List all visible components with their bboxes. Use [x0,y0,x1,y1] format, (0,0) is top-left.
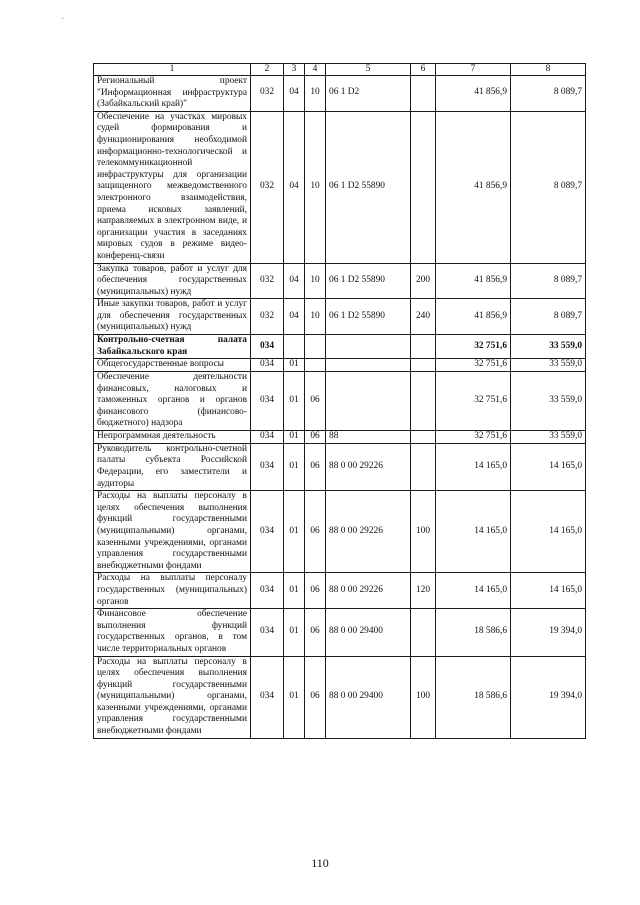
row-section: 01 [284,443,305,490]
row-expense-type [411,372,436,431]
table-row [94,443,586,490]
row-subsection: 06 [305,656,326,738]
row-target-article: 88 0 00 29400 [326,656,411,738]
row-code: 032 [251,299,284,335]
table-body [94,76,586,739]
row-expense-type [411,609,436,656]
row-code: 034 [251,431,284,444]
row-code: 034 [251,609,284,656]
row-subsection: 06 [305,431,326,444]
row-subsection: 10 [305,263,326,299]
row-amount-year1: 32 751,6 [436,431,511,444]
row-code: 034 [251,359,284,372]
table-row [94,573,586,609]
row-amount-year2: 14 165,0 [511,491,586,573]
row-subsection: 06 [305,443,326,490]
row-amount-year1: 14 165,0 [436,491,511,573]
row-target-article: 88 0 00 29226 [326,573,411,609]
table-row [94,76,586,112]
row-target-article [326,335,411,359]
row-name: Финансовое обеспечение выполнения функций государственных органов, в том числе территориальных органов [94,609,251,656]
row-section: 01 [284,609,305,656]
row-section: 04 [284,76,305,112]
row-expense-type: 240 [411,299,436,335]
row-section: 01 [284,491,305,573]
row-section: 01 [284,359,305,372]
row-expense-type [411,431,436,444]
row-target-article: 06 1 D2 55890 [326,111,411,263]
row-target-article: 88 0 00 29400 [326,609,411,656]
row-amount-year2: 8 089,7 [511,76,586,112]
row-amount-year1: 14 165,0 [436,443,511,490]
row-name: Иные закупки товаров, работ и услуг для обеспечения государственных (муниципальных) нужд [94,299,251,335]
row-code: 032 [251,263,284,299]
row-subsection: 06 [305,573,326,609]
row-amount-year2: 19 394,0 [511,609,586,656]
row-amount-year1: 18 586,6 [436,609,511,656]
row-expense-type: 200 [411,263,436,299]
row-expense-type [411,359,436,372]
row-amount-year1: 41 856,9 [436,263,511,299]
row-amount-year2: 8 089,7 [511,299,586,335]
row-expense-type [411,76,436,112]
row-subsection [305,335,326,359]
row-name: Региональный проект "Информационная инфраструктура (Забайкальский край)" [94,76,251,112]
table-row [94,491,586,573]
row-amount-year1: 14 165,0 [436,573,511,609]
table-row [94,299,586,335]
row-target-article [326,372,411,431]
table-row [94,359,586,372]
row-expense-type: 100 [411,656,436,738]
col-header-year1: 7 [436,64,511,76]
row-target-article: 88 [326,431,411,444]
row-name: Руководитель контрольно-счетной палаты субъекта Российской Федерации, его заместители и аудиторы [94,443,251,490]
row-target-article: 06 1 D2 [326,76,411,112]
row-expense-type: 120 [411,573,436,609]
row-amount-year2: 33 559,0 [511,372,586,431]
row-amount-year2: 8 089,7 [511,263,586,299]
row-amount-year2: 19 394,0 [511,656,586,738]
row-expense-type [411,111,436,263]
col-header-target-article: 5 [326,64,411,76]
row-subsection: 06 [305,609,326,656]
row-subsection: 06 [305,491,326,573]
row-amount-year1: 41 856,9 [436,299,511,335]
row-amount-year1: 32 751,6 [436,359,511,372]
row-target-article: 06 1 D2 55890 [326,299,411,335]
row-amount-year1: 32 751,6 [436,372,511,431]
table-row [94,111,586,263]
row-amount-year2: 33 559,0 [511,359,586,372]
row-name: Расходы на выплаты персоналу государственных (муниципальных) органов [94,573,251,609]
row-section: 01 [284,656,305,738]
page-number: 110 [311,856,329,870]
row-target-article: 88 0 00 29226 [326,443,411,490]
row-code: 032 [251,76,284,112]
row-target-article: 06 1 D2 55890 [326,263,411,299]
table-row [94,609,586,656]
row-subsection: 10 [305,76,326,112]
row-expense-type [411,335,436,359]
row-name: Непрограммная деятельность [94,431,251,444]
row-subsection: 06 [305,372,326,431]
row-code: 034 [251,656,284,738]
row-name: Обеспечение деятельности финансовых, налоговых и таможенных органов и органов финансового (финансово-бюджетного) надзора [94,372,251,431]
row-code: 032 [251,111,284,263]
row-expense-type: 100 [411,491,436,573]
row-code: 034 [251,335,284,359]
row-target-article: 88 0 00 29226 [326,491,411,573]
row-section: 04 [284,299,305,335]
table-row [94,372,586,431]
table-row [94,335,586,359]
row-subsection: 10 [305,299,326,335]
row-amount-year2: 14 165,0 [511,573,586,609]
row-code: 034 [251,573,284,609]
col-header-subsection: 4 [305,64,326,76]
row-amount-year1: 32 751,6 [436,335,511,359]
row-name: Расходы на выплаты персоналу в целях обеспечения выполнения функций государственными (муниципальными) органами, казенными учреждениями, органами управления государственными внебюджетными фондами [94,656,251,738]
table-row [94,263,586,299]
row-section: 01 [284,573,305,609]
row-expense-type [411,443,436,490]
col-header-year2: 8 [511,64,586,76]
row-amount-year2: 33 559,0 [511,431,586,444]
row-amount-year2: 8 089,7 [511,111,586,263]
row-name: Общегосударственные вопросы [94,359,251,372]
row-name: Контрольно-счетная палата Забайкальского края [94,335,251,359]
table-row [94,656,586,738]
header-row [94,64,586,76]
table-row [94,431,586,444]
row-code: 034 [251,491,284,573]
row-name: Обеспечение на участках мировых судей формирования и функционирования необходимой информационно-технологической и телекоммуникационной инфраструктуры для организации защищенного межведомственного электронного взаимодействия, приема исковых заявлений, направляемых в электронном виде, и организации участия в заседаниях мировых судов в режиме видео-конференц-связи [94,111,251,263]
col-header-expense-type: 6 [411,64,436,76]
row-section: 01 [284,431,305,444]
row-amount-year1: 18 586,6 [436,656,511,738]
col-header-section: 3 [284,64,305,76]
row-name: Расходы на выплаты персоналу в целях обеспечения выполнения функций государственными (муниципальными) органами, казенными учреждениями, органами управления государственными внебюджетными фондами [94,491,251,573]
budget-table [93,63,586,739]
row-code: 034 [251,372,284,431]
row-section: 01 [284,372,305,431]
row-section: 04 [284,263,305,299]
row-target-article [326,359,411,372]
corner-mark: ' [62,16,64,26]
row-amount-year1: 41 856,9 [436,76,511,112]
row-subsection: 10 [305,111,326,263]
col-header-code: 2 [251,64,284,76]
row-amount-year2: 33 559,0 [511,335,586,359]
row-code: 034 [251,443,284,490]
row-amount-year2: 14 165,0 [511,443,586,490]
row-name: Закупка товаров, работ и услуг для обеспечения государственных (муниципальных) нужд [94,263,251,299]
row-section: 04 [284,111,305,263]
row-subsection [305,359,326,372]
row-section [284,335,305,359]
row-amount-year1: 41 856,9 [436,111,511,263]
col-header-name: 1 [94,64,251,76]
